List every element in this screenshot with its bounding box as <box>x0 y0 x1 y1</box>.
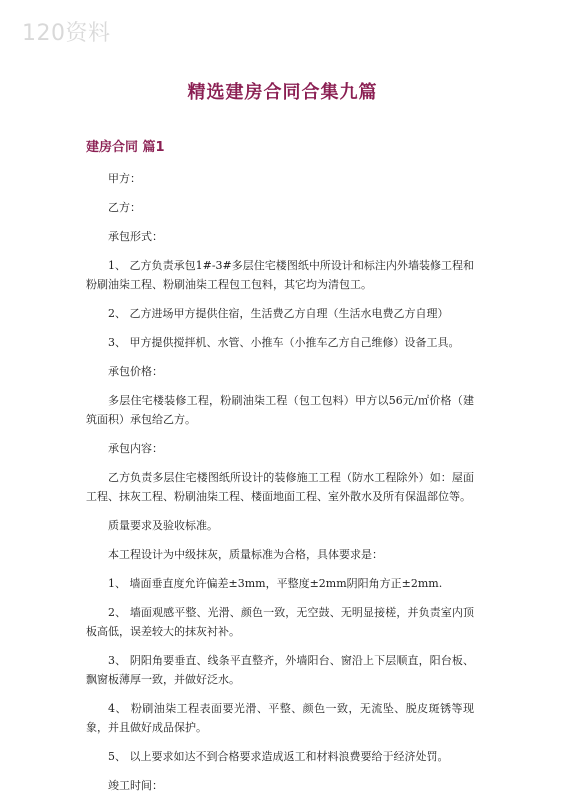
paragraph-scope-detail: 乙方负责多层住宅楼图纸所设计的装修施工工程（防水工程除外）如：屋面工程、抹灰工程、粉刷油柒工程、楼面地面工程、室外散水及所有保温部位等。 <box>86 471 474 503</box>
watermark-logo: 120资料 <box>22 21 111 46</box>
paragraph-quality-item-3: 3、 阴阳角要垂直、线条平直整齐，外墙阳台、窗沿上下层顺直，阳台板、飘窗板薄厚一致，并做好泛水。 <box>86 654 474 686</box>
paragraph-party-a: 甲方： <box>108 172 141 185</box>
document-body <box>86 169 474 800</box>
paragraph-form-item-1: 1、 乙方负责承包1#-3#多层住宅楼图纸中所设计和标注内外墙装修工程和粉刷油柒工程、粉刷油柒工程包工包料，其它均为清包工。 <box>86 259 474 291</box>
paragraph-contract-form: 承包形式： <box>108 230 163 243</box>
document-title: 精选建房合同合集九篇 <box>187 82 378 103</box>
paragraph-party-b: 乙方： <box>108 201 141 214</box>
paragraph-form-item-2: 2、 乙方进场甲方提供住宿，生活费乙方自理（生活水电费乙方自理） <box>108 307 449 320</box>
paragraph-completion-time: 竣工时间： <box>108 779 163 792</box>
paragraph-scope-heading: 承包内容： <box>108 442 163 455</box>
paragraph-price-detail: 多层住宅楼装修工程，粉刷油柒工程（包工包料）甲方以56元/㎡价格（建筑面积）承包给乙方。 <box>86 394 474 426</box>
paragraph-quality-item-5: 5、 以上要求如达不到合格要求造成返工和材料浪费要给于经济处罚。 <box>108 750 449 763</box>
paragraph-form-item-3: 3、 甲方提供搅拌机、水管、小推车（小推车乙方自己维修）设备工具。 <box>108 336 460 349</box>
paragraph-quality-item-1: 1、 墙面垂直度允许偏差±3mm，平整度±2mm阴阳角方正±2mm. <box>108 577 443 590</box>
paragraph-quality-heading: 质量要求及验收标准。 <box>108 519 218 532</box>
section-heading: 建房合同 篇1 <box>86 140 165 155</box>
paragraph-quality-intro: 本工程设计为中级抹灰，质量标准为合格，具体要求是： <box>108 548 383 561</box>
paragraph-price-heading: 承包价格： <box>108 365 163 378</box>
paragraph-quality-item-2: 2、 墙面观感平整、光滑、颜色一致，无空鼓、无明显接槎，并负责室内顶板高低，误差较大的抹灰衬补。 <box>86 606 474 638</box>
paragraph-quality-item-4: 4、 粉刷油柒工程表面要光滑、平整、颜色一致，无流坠、脱皮斑锈等现象，并且做好成品保护。 <box>86 702 474 734</box>
